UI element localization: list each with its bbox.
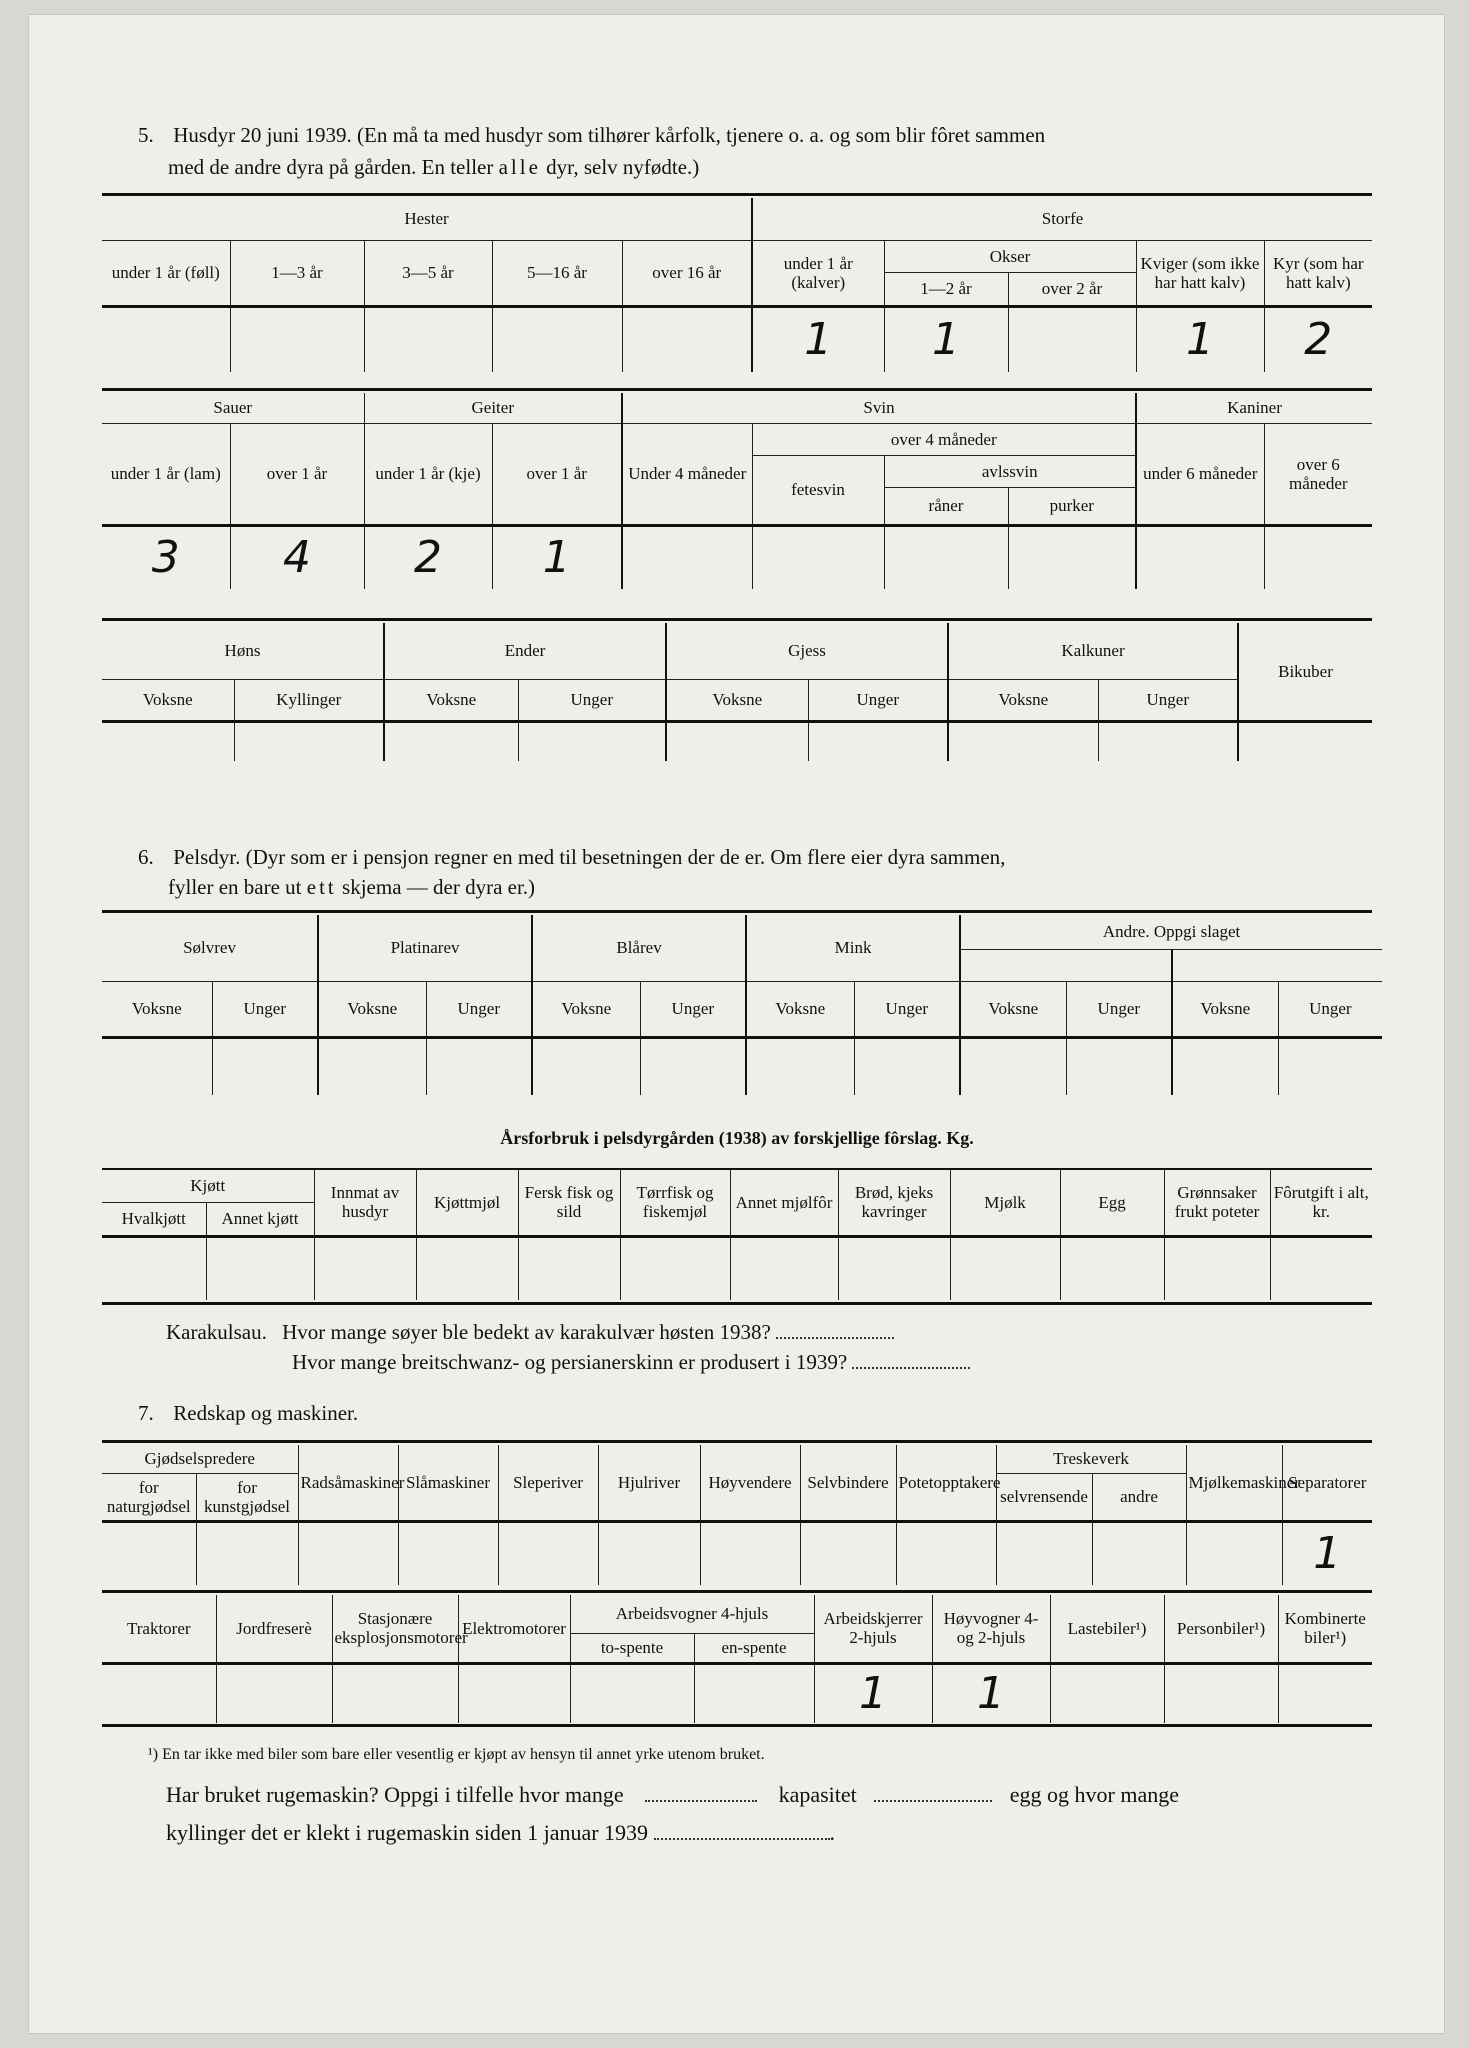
value-cell[interactable] [1264,525,1372,589]
cell-label: Arbeidskjerrer 2-hjuls [814,1595,932,1663]
cell-label: Unger [1278,981,1382,1037]
value-cell[interactable]: 1 [1282,1521,1372,1585]
cell-label: 3—5 år [364,240,492,306]
value-cell[interactable] [1278,1037,1382,1095]
rule [102,1440,1372,1443]
value-cell[interactable] [532,1037,640,1095]
cell-label: råner [884,487,1008,525]
answer-line[interactable] [776,1323,894,1339]
value-cell[interactable] [1238,721,1372,761]
section-number: 6. [138,845,154,869]
value-cell[interactable] [996,1521,1092,1585]
value-cell[interactable] [1164,1236,1270,1300]
value-cell[interactable] [234,721,384,761]
section-number: 7. [138,1401,154,1425]
cell-label: Voksne [102,679,234,721]
rule [102,1590,1372,1593]
cell-label: Elektromotorer [458,1595,570,1663]
value-cell[interactable] [384,721,518,761]
cell-label: under 6 måneder [1136,423,1264,525]
value-cell[interactable] [212,1037,318,1095]
value-cell[interactable] [314,1236,416,1300]
kjott-header: Kjøtt [102,1170,314,1202]
value-cell[interactable] [102,721,234,761]
value-cell[interactable] [1008,525,1136,589]
cell-label: Innmat av husdyr [314,1170,416,1236]
cell-label: Separatorer [1282,1445,1372,1521]
cell-label: Mjølk [950,1170,1060,1236]
cell-label: Voksne [532,981,640,1037]
cell-label: Sleperiver [498,1445,598,1521]
value-cell[interactable] [498,1521,598,1585]
value-cell[interactable] [1060,1236,1164,1300]
cell-label: Unger [212,981,318,1037]
value-cell[interactable]: 1 [752,306,884,372]
cell-label: under 1 år (føll) [102,240,230,306]
karakul-question-1: Hvor mange søyer ble bedekt av karakulvær høsten 1938? [282,1320,771,1344]
value-cell[interactable] [666,721,808,761]
blarev-header: Blårev [532,915,746,981]
cell-label: Voksne [746,981,854,1037]
value-cell[interactable] [518,721,666,761]
value-cell[interactable] [1050,1663,1164,1723]
value-cell[interactable]: 1 [1136,306,1264,372]
value-cell[interactable] [746,1037,854,1095]
cell-label: to-spente [570,1633,694,1663]
cell-label: selvrensende [996,1473,1092,1521]
cell-label: under 1 år (kalver) [752,240,884,306]
cell-label: Unger [1066,981,1172,1037]
cell-label: Egg [1060,1170,1164,1236]
forbruk-table [102,1170,1372,1300]
andre-slag-1[interactable] [960,949,1172,981]
value-cell[interactable] [1278,1663,1372,1723]
cell-label: Kjøttmjøl [416,1170,518,1236]
value-cell[interactable] [948,721,1098,761]
value-cell[interactable] [364,306,492,372]
cell-label: Brød, kjeks kavringer [838,1170,950,1236]
rule [102,1724,1372,1727]
value-cell[interactable] [426,1037,532,1095]
cell-label: Unger [518,679,666,721]
cell-label: Unger [854,981,960,1037]
rugemaskin-question-2: kyllinger det er klekt i rugemaskin siden 1 januar 1939 [166,1820,649,1845]
value-cell[interactable]: 1 [814,1663,932,1723]
solvrev-header: Sølvrev [102,915,318,981]
value-cell[interactable] [800,1521,896,1585]
text: skjema — der dyra er.) [342,875,536,899]
cell-label: Jordfreserè [216,1595,332,1663]
section-5-line1: Husdyr 20 juni 1939. (En må ta med husdyr som tilhører kårfolk, tjenere o. a. og som blir fôret sammen [173,123,1046,147]
cell-label: Radsåmaskiner [298,1445,398,1521]
text: dyr, selv nyfødte.) [546,155,700,179]
section-5-line2 [168,152,699,183]
value-cell[interactable] [196,1521,298,1585]
cell-label: over 1 år [230,423,364,525]
value-cell[interactable] [1098,721,1238,761]
cell-label: Unger [640,981,746,1037]
cell-label: 1—3 år [230,240,364,306]
section-7-heading [138,1398,358,1429]
value-cell[interactable] [838,1236,950,1300]
rule [102,388,1372,391]
cell-label: fetesvin [752,455,884,525]
cell-label: Unger [426,981,532,1037]
rule [102,1302,1372,1305]
kalkuner-header: Kalkuner [948,623,1238,679]
text: fyller en bare ut [168,875,302,899]
cell-label: Fôrutgift i alt, kr. [1270,1170,1372,1236]
value-cell[interactable] [230,306,364,372]
value-cell[interactable] [102,1663,216,1723]
value-cell[interactable] [854,1037,960,1095]
sauer-header: Sauer [102,393,364,423]
cell-label: Stasjonære eksplosjonsmotorer [332,1595,458,1663]
cell-label: Voksne [948,679,1098,721]
arbeidsvogner-header: Arbeidsvogner 4-hjuls [570,1595,814,1633]
footnote: ¹) En tar ikke med biler som bare eller vesentlig er kjøpt av hensyn til annet yrke utenom bruket. [148,1746,765,1763]
value-cell[interactable] [206,1236,314,1300]
cell-label: over 16 år [622,240,752,306]
value-cell[interactable] [518,1236,620,1300]
cell-label: Tørrfisk og fiskemjøl [620,1170,730,1236]
cell-label: Potetopptakere [896,1445,996,1521]
geiter-header: Geiter [364,393,622,423]
value-cell[interactable] [960,1037,1066,1095]
mink-header: Mink [746,915,960,981]
text: med de andre dyra på gården. En teller [168,155,494,179]
andre-header: Andre. Oppgi slaget [960,915,1382,949]
value-cell[interactable] [216,1663,332,1723]
svin-header: Svin [622,393,1136,423]
rule [102,193,1372,196]
treske-header: Treskeverk [996,1445,1186,1473]
value-cell[interactable] [598,1521,700,1585]
rugemaskin-line-1 [166,1782,1179,1808]
svin-over4-header: over 4 måneder [752,423,1136,455]
value-cell[interactable] [1092,1521,1186,1585]
answer-line[interactable] [645,1786,757,1802]
value-cell[interactable] [884,525,1008,589]
value-cell[interactable] [1008,306,1136,372]
rule [102,910,1372,913]
cell-label: Voksne [666,679,808,721]
value-cell[interactable] [102,1521,196,1585]
cell-label: Kviger (som ikke har hatt kalv) [1136,240,1264,306]
value-cell[interactable] [458,1663,570,1723]
cell-label: Høyvogner 4- og 2-hjuls [932,1595,1050,1663]
value-cell[interactable] [398,1521,498,1585]
cell-label: 1—2 år [884,272,1008,306]
answer-line[interactable] [654,1824,830,1840]
value-cell[interactable] [700,1521,800,1585]
period: . [829,1820,836,1845]
value-cell[interactable] [1172,1037,1278,1095]
section-7-title: Redskap og maskiner. [173,1401,359,1425]
value-cell[interactable] [1270,1236,1372,1300]
section-6-line1: Pelsdyr. (Dyr som er i pensjon regner en med til besetningen der de er. Om flere eier dyra sammen, [173,845,1006,869]
cell-label: Annet kjøtt [206,1202,314,1236]
value-cell[interactable]: 3 [102,525,230,589]
value-cell[interactable] [416,1236,518,1300]
cell-label: Fersk fisk og sild [518,1170,620,1236]
ender-header: Ender [384,623,666,679]
cell-label: for naturgjødsel [102,1473,196,1521]
value-cell[interactable] [808,721,948,761]
value-cell[interactable] [896,1521,996,1585]
value-cell[interactable]: 2 [1264,306,1372,372]
value-cell[interactable]: 4 [230,525,364,589]
cell-label: Voksne [102,981,212,1037]
cell-label: Traktorer [102,1595,216,1663]
cell-label: en-spente [694,1633,814,1663]
redskap-table-1 [102,1445,1372,1585]
text-spaced: ett [306,875,337,899]
storfe-header: Storfe [752,198,1372,240]
pelsdyr-table [102,915,1382,1095]
cell-label: Høyvendere [700,1445,800,1521]
value-cell[interactable] [1136,525,1264,589]
value-cell[interactable] [318,1037,426,1095]
fjorfe-table [102,623,1372,761]
cell-label: Unger [1098,679,1238,721]
cell-label: Personbiler¹) [1164,1595,1278,1663]
cell-label: Kyllinger [234,679,384,721]
rugemaskin-line-2 [166,1820,835,1846]
value-cell[interactable] [1164,1663,1278,1723]
cell-label: Selvbindere [800,1445,896,1521]
karakul-q1 [166,1320,894,1345]
cell-label: under 1 år (lam) [102,423,230,525]
rule [102,618,1372,621]
value-cell[interactable]: 1 [932,1663,1050,1723]
bikuber-header: Bikuber [1238,623,1372,721]
value-cell[interactable] [752,525,884,589]
section-number: 5. [138,123,154,147]
cell-label: Kyr (som har hatt kalv) [1264,240,1372,306]
platinarev-header: Platinarev [318,915,532,981]
value-cell[interactable] [102,1037,212,1095]
value-cell[interactable] [332,1663,458,1723]
value-cell[interactable] [492,306,622,372]
value-cell[interactable] [1066,1037,1172,1095]
value-cell[interactable] [622,525,752,589]
hons-header: Høns [102,623,384,679]
value-cell[interactable] [620,1236,730,1300]
karakul-question-2: Hvor mange breitschwanz- og persianerskinn er produsert i 1939? [292,1350,848,1374]
cell-label: Kombinerte biler¹) [1278,1595,1372,1663]
value-cell[interactable] [640,1037,746,1095]
cell-label: andre [1092,1473,1186,1521]
kapasitet-label: kapasitet [778,1782,857,1807]
cell-label: Voksne [1172,981,1278,1037]
cell-label: for kunstgjødsel [196,1473,298,1521]
cell-label: Unger [808,679,948,721]
karakul-label: Karakulsau. [166,1320,267,1344]
cell-label: Voksne [384,679,518,721]
cell-label: Slåmaskiner [398,1445,498,1521]
andre-slag-2[interactable] [1172,949,1382,981]
cell-label: Voksne [318,981,426,1037]
value-cell[interactable] [950,1236,1060,1300]
cell-label: Grønnsaker frukt poteter [1164,1170,1270,1236]
avlssvin-header: avlssvin [884,455,1136,487]
value-cell[interactable]: 2 [364,525,492,589]
cell-label: Mjølkemaskiner [1186,1445,1282,1521]
cell-label: Hjulriver [598,1445,700,1521]
rugemaskin-question-end: egg og hvor mange [1009,1782,1180,1807]
value-cell[interactable]: 1 [492,525,622,589]
value-cell[interactable] [570,1663,694,1723]
cell-label: Lastebiler¹) [1050,1595,1164,1663]
cell-label: Under 4 måneder [622,423,752,525]
husdyr-table-2 [102,393,1372,589]
redskap-table-2 [102,1595,1372,1723]
value-cell[interactable] [298,1521,398,1585]
cell-label: over 1 år [492,423,622,525]
section-5-heading [138,120,1045,151]
cell-label: Annet mjølfôr [730,1170,838,1236]
value-cell[interactable] [694,1663,814,1723]
value-cell[interactable] [102,1236,206,1300]
husdyr-table-1 [102,198,1372,372]
karakul-q2 [292,1350,970,1375]
rugemaskin-question: Har bruket rugemaskin? Oppgi i tilfelle hvor mange [166,1782,624,1807]
value-cell[interactable] [102,306,230,372]
value-cell[interactable] [622,306,752,372]
cell-label: over 6 måneder [1264,423,1372,525]
text-spaced: alle [498,155,541,179]
section-6-heading [138,842,1005,873]
gjodsel-header: Gjødselspredere [102,1445,298,1473]
gjess-header: Gjess [666,623,948,679]
kaniner-header: Kaniner [1136,393,1372,423]
value-cell[interactable] [730,1236,838,1300]
okser-header: Okser [884,240,1136,272]
cell-label: under 1 år (kje) [364,423,492,525]
cell-label: purker [1008,487,1136,525]
cell-label: over 2 år [1008,272,1136,306]
value-cell[interactable] [1186,1521,1282,1585]
hester-header: Hester [102,198,752,240]
answer-line[interactable] [874,1786,992,1802]
section-6-line2 [168,872,535,903]
cell-label: Hvalkjøtt [102,1202,206,1236]
value-cell[interactable]: 1 [884,306,1008,372]
answer-line[interactable] [852,1353,970,1369]
forbruk-title: Årsforbruk i pelsdyrgården (1938) av forskjellige fôrslag. Kg. [500,1128,974,1148]
cell-label: 5—16 år [492,240,622,306]
cell-label: Voksne [960,981,1066,1037]
